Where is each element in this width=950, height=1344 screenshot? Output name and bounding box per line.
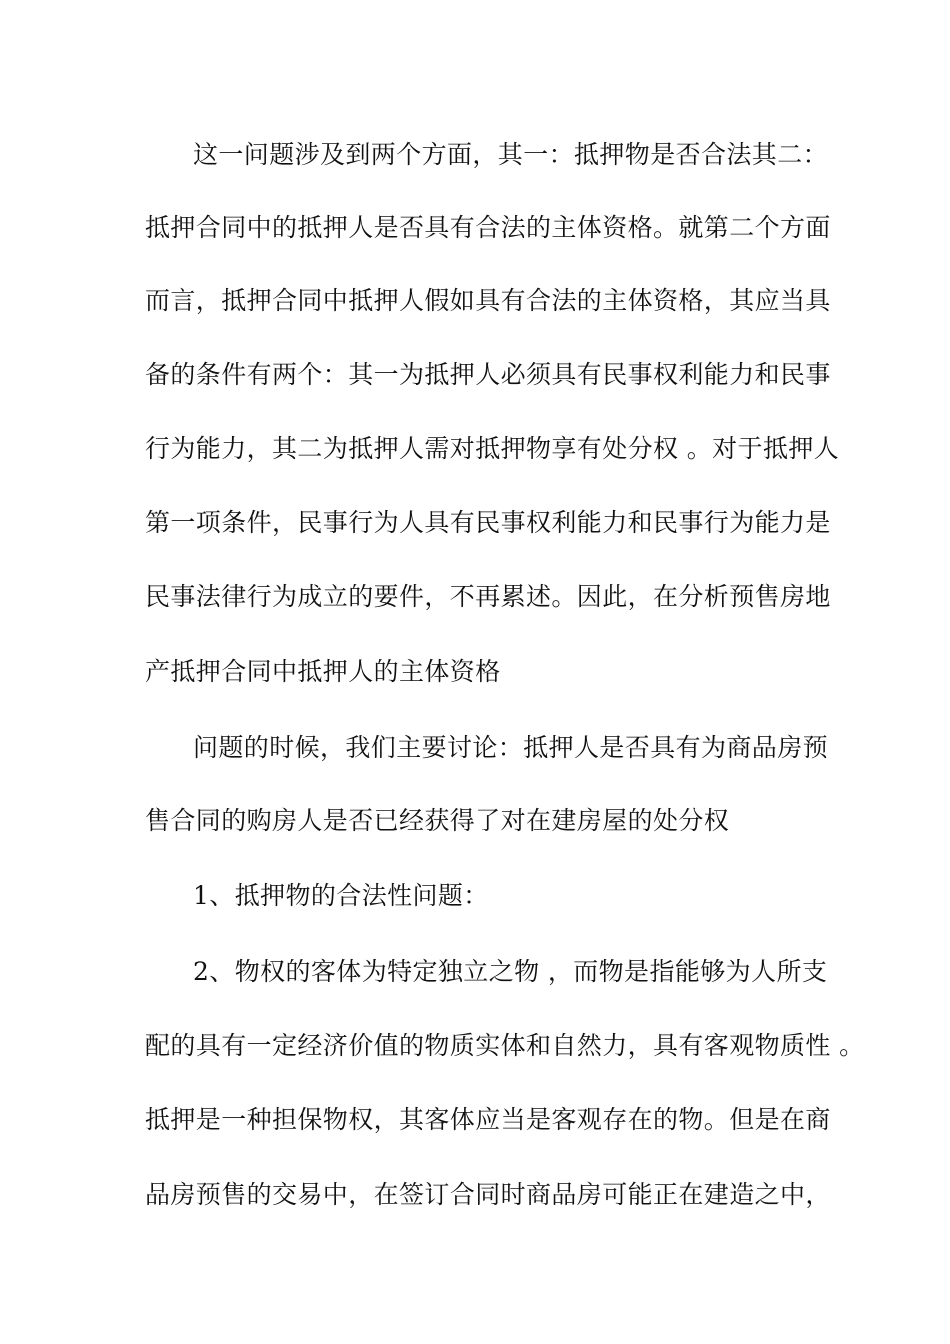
paragraph-line: 行为能力，其二为抵押人需对抵押物享有处分权 。对于抵押人 xyxy=(145,434,840,463)
paragraph-line: 品房预售的交易中，在签订合同时商品房可能正在建造之中， xyxy=(145,1180,831,1209)
paragraph-line: 配的具有一定经济价值的物质实体和自然力，具有客观物质性 。 xyxy=(145,1031,865,1060)
paragraph-line: 问题的时候，我们主要讨论：抵押人是否具有为商品房预 xyxy=(193,733,829,762)
paragraph-line: 而言，抵押合同中抵押人假如具有合法的主体资格，其应当具 xyxy=(145,286,831,315)
list-item-line: 2、物权的客体为特定独立之物 ，而物是指能够为人所支 xyxy=(193,957,828,986)
paragraph-line: 第一项条件，民事行为人具有民事权利能力和民事行为能力是 xyxy=(145,508,831,537)
paragraph-line: 抵押是一种担保物权，其客体应当是客观存在的物。但是在商 xyxy=(145,1105,831,1134)
list-item-line: 1、抵押物的合法性问题： xyxy=(193,881,489,910)
paragraph-line: 售合同的购房人是否已经获得了对在建房屋的处分权 xyxy=(145,806,730,835)
paragraph-line: 抵押合同中的抵押人是否具有合法的主体资格。就第二个方面 xyxy=(145,213,831,242)
paragraph-line: 备的条件有两个：其一为抵押人必须具有民事权利能力和民事 xyxy=(145,360,831,389)
paragraph-line: 产抵押合同中抵押人的主体资格 xyxy=(145,657,501,686)
paragraph-line: 这一问题涉及到两个方面，其一：抵押物是否合法其二： xyxy=(193,140,829,169)
paragraph-line: 民事法律行为成立的要件，不再累述。因此，在分析预售房地 xyxy=(145,582,831,611)
